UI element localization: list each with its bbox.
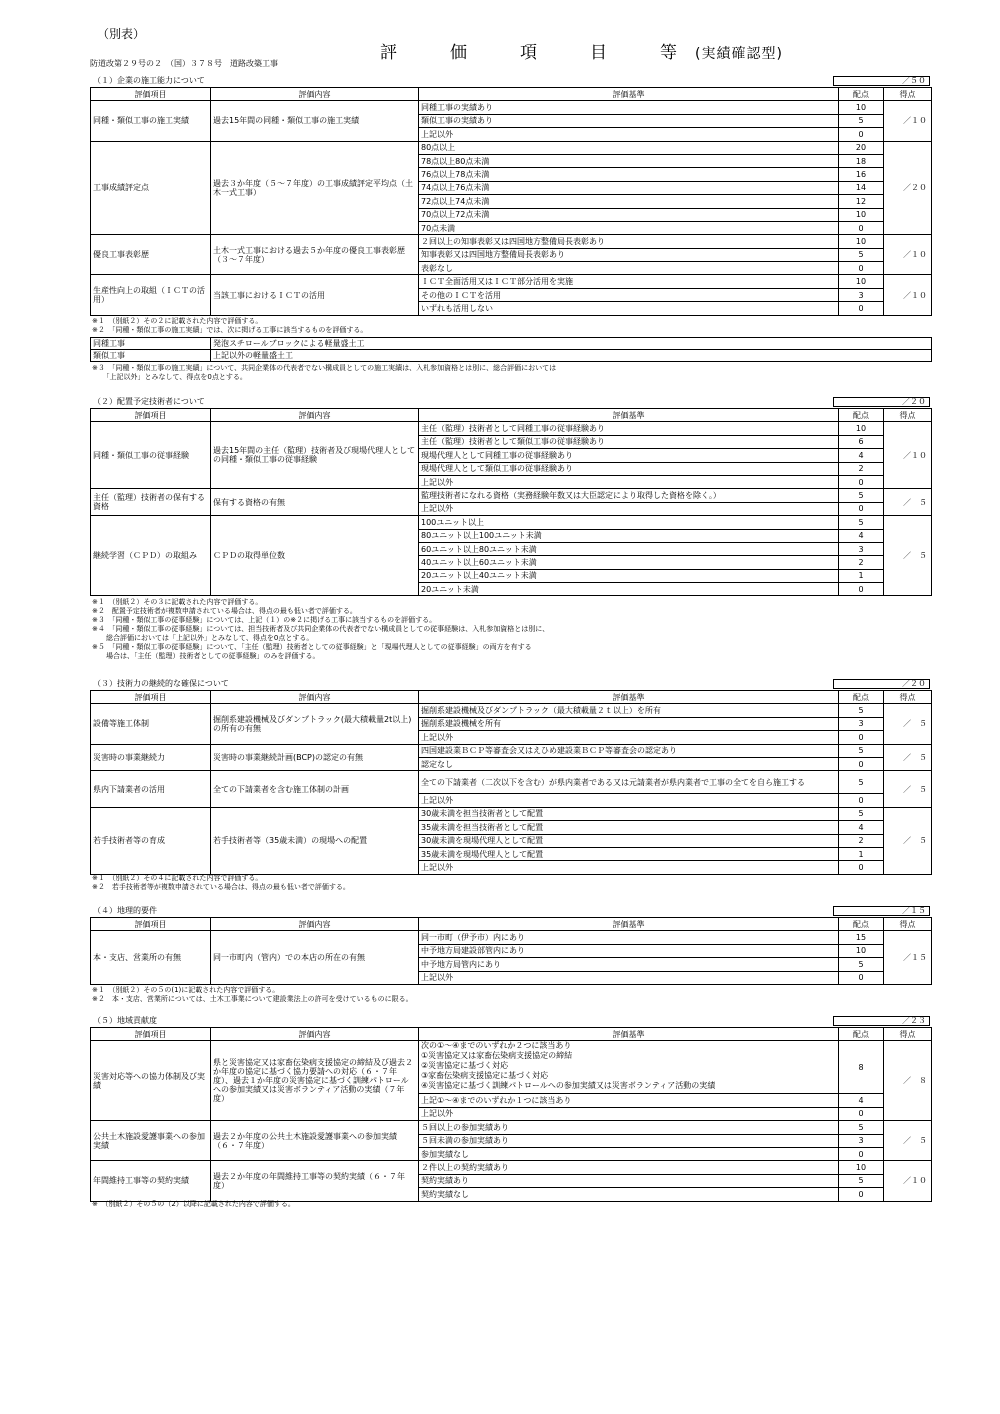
column-header-content: 評価内容 <box>211 918 419 931</box>
work-type-table <box>90 337 932 362</box>
evaluation-content: 過去15年間の主任（監理）技術者及び現場代理人としての同種・類似工事の従事経験 <box>211 422 419 489</box>
evaluation-criterion: 70点未満 <box>419 221 839 234</box>
evaluation-table <box>90 917 932 985</box>
evaluation-item: 継続学習（ＣＰＤ）の取組み <box>91 516 211 596</box>
table-row <box>91 101 932 114</box>
section-total-score: ／５０ <box>833 76 930 86</box>
work-type-label: 同種工事 <box>91 338 211 350</box>
evaluation-criterion: 20ユニット以上40ユニット未満 <box>419 569 839 582</box>
criterion-points: 10 <box>839 1161 884 1174</box>
item-score: ／１０ <box>884 1161 932 1201</box>
criterion-points: 14 <box>839 181 884 194</box>
title-main: 評 価 項 目 等 <box>380 43 695 63</box>
column-header-score: 得点 <box>884 918 932 931</box>
criterion-points: 0 <box>839 861 884 874</box>
table-row <box>91 422 932 435</box>
evaluation-criterion: ＩＣＴ全面活用又はＩＣＴ部分活用を実施 <box>419 275 839 288</box>
evaluation-content: 過去２か年度の年間維持工事等の契約実績（６・７年度） <box>211 1161 419 1201</box>
column-header-item: 評価項目 <box>91 1028 211 1041</box>
criterion-points: 0 <box>839 971 884 984</box>
evaluation-content: 県と災害協定又は家畜伝染病支援協定の締結及び過去２か年度の協定に基づく協力要請への対応（６・７年度）、過去１か年度の災害協定に基づく訓練パトロールへの参加実績又は災害ボランティア活動の実績（７年度） <box>211 1041 419 1121</box>
criterion-points: 2 <box>839 462 884 475</box>
criterion-points: 5 <box>839 489 884 502</box>
evaluation-criterion: ５回未満の参加実績あり <box>419 1134 839 1147</box>
criterion-points: 5 <box>839 704 884 717</box>
evaluation-criterion: 30歳未満を担当技術者として配置 <box>419 807 839 820</box>
section-notes: ※１ （別紙２）その４に記載された内容で評価する。 ※２ 若手技術者等が複数申請されている場合は、得点の最も低い者で評価する。 <box>92 874 350 891</box>
criterion-points: 10 <box>839 101 884 114</box>
item-score: ／ ５ <box>884 771 932 807</box>
section-title: （３）技術力の継続的な確保について <box>93 679 229 688</box>
item-score: ／ ５ <box>884 807 932 874</box>
criterion-points: 18 <box>839 154 884 167</box>
evaluation-criterion: 100ユニット以上 <box>419 516 839 529</box>
item-score: ／ ５ <box>884 704 932 744</box>
column-header-criteria: 評価基準 <box>419 409 839 422</box>
column-header-score: 得点 <box>884 409 932 422</box>
criterion-points: 4 <box>839 1094 884 1107</box>
column-header-score: 得点 <box>884 1028 932 1041</box>
criterion-points: 5 <box>839 1174 884 1187</box>
criterion-points: 0 <box>839 583 884 596</box>
table-row <box>91 704 932 717</box>
item-score: ／１０ <box>884 101 932 141</box>
evaluation-item: 優良工事表彰歴 <box>91 235 211 275</box>
evaluation-content: 若手技術者等（35歳未満）の現場への配置 <box>211 807 419 874</box>
table-row <box>91 1161 932 1174</box>
evaluation-criterion: 上記以外 <box>419 1107 839 1120</box>
evaluation-criterion: 次の①～④までのいずれか２つに該当あり ①災害協定又は家畜伝染病支援協定の締結 ②災害協定に基づく対応 ③家畜伝染病支援協定に基づく対応 ④災害協定に基づく訓練パトロールへの参加実績又は災害ボランティア活動の実績 <box>419 1041 839 1094</box>
column-header-item: 評価項目 <box>91 409 211 422</box>
table-row <box>91 1121 932 1134</box>
evaluation-criterion: 同一市町（伊予市）内にあり <box>419 931 839 944</box>
evaluation-criterion: 上記以外 <box>419 502 839 515</box>
criterion-points: 0 <box>839 128 884 141</box>
evaluation-criterion: 類似工事の実績あり <box>419 114 839 127</box>
evaluation-criterion: 上記以外 <box>419 794 839 807</box>
criterion-points: 2 <box>839 556 884 569</box>
evaluation-content: ＣＰＤの取得単位数 <box>211 516 419 596</box>
evaluation-criterion: 上記以外 <box>419 475 839 488</box>
evaluation-criterion: その他のＩＣＴを活用 <box>419 288 839 301</box>
evaluation-criterion: 74点以上76点未満 <box>419 181 839 194</box>
evaluation-content: 掘削系建設機械及びダンプトラック(最大積載量2t以上)の所有の有無 <box>211 704 419 744</box>
section-total-score: ／２３ <box>833 1016 930 1026</box>
page-title <box>380 38 783 63</box>
evaluation-item: 工事成績評定点 <box>91 141 211 235</box>
section-notes: ※ （別紙２）その５の（2）以降に記載された内容で評価する。 <box>92 1200 295 1208</box>
column-header-score: 得点 <box>884 88 932 101</box>
criterion-points: 5 <box>839 516 884 529</box>
evaluation-criterion: 76点以上78点未満 <box>419 168 839 181</box>
criterion-points: 20 <box>839 141 884 154</box>
section-title: （４）地理的要件 <box>93 906 157 915</box>
table-row <box>91 235 932 248</box>
evaluation-item: 生産性向上の取組（ＩＣＴの活用） <box>91 275 211 315</box>
criterion-points: 15 <box>839 931 884 944</box>
evaluation-item: 災害時の事業継続力 <box>91 744 211 771</box>
table-row <box>91 141 932 154</box>
column-header-item: 評価項目 <box>91 88 211 101</box>
criterion-points: 5 <box>839 248 884 261</box>
criterion-points: 0 <box>839 302 884 315</box>
evaluation-criterion: 35歳未満を担当技術者として配置 <box>419 821 839 834</box>
evaluation-criterion: 同種工事の実績あり <box>419 101 839 114</box>
evaluation-criterion: 現場代理人として類似工事の従事経験あり <box>419 462 839 475</box>
section-notes: ※１ （別紙２）その５の(1)に記載された内容で評価する。 ※２ 本・支店、営業所については、土木工事業について建設業法上の許可を受けているものに限る。 <box>92 986 413 1003</box>
criterion-points: 16 <box>839 168 884 181</box>
evaluation-criterion: 上記以外 <box>419 128 839 141</box>
section-title: （２）配置予定技術者について <box>93 397 205 406</box>
evaluation-criterion: 上記以外 <box>419 971 839 984</box>
table-row <box>91 807 932 820</box>
column-header-criteria: 評価基準 <box>419 1028 839 1041</box>
evaluation-criterion: 掘削系建設機械を所有 <box>419 717 839 730</box>
evaluation-criterion: 80点以上 <box>419 141 839 154</box>
column-header-criteria: 評価基準 <box>419 691 839 704</box>
section-total-score: ／２０ <box>833 679 930 689</box>
evaluation-criterion: 全ての下請業者（二次以下を含む）が県内業者である又は元請業者が県内業者で工事の全てを自ら施工する <box>419 771 839 794</box>
evaluation-criterion: 主任（監理）技術者として同種工事の従事経験あり <box>419 422 839 435</box>
evaluation-criterion: 中予地方局建設部管内にあり <box>419 944 839 957</box>
item-score: ／ ５ <box>884 489 932 516</box>
criterion-points: 5 <box>839 744 884 757</box>
column-header-points: 配点 <box>839 88 884 101</box>
evaluation-table <box>90 87 932 316</box>
evaluation-criterion: 監理技術者になれる資格（実務経験年数又は大臣認定により取得した資格を除く。） <box>419 489 839 502</box>
work-type-description: 上記以外の軽量盛土工 <box>211 350 932 362</box>
evaluation-criterion: 30歳未満を現場代理人として配置 <box>419 834 839 847</box>
evaluation-criterion: 80ユニット以上100ユニット未満 <box>419 529 839 542</box>
evaluation-item: 同種・類似工事の従事経験 <box>91 422 211 489</box>
evaluation-criterion: 契約実績あり <box>419 1174 839 1187</box>
criterion-points: 1 <box>839 569 884 582</box>
evaluation-content: 過去３か年度（５～７年度）の工事成績評定平均点（土木一式工事） <box>211 141 419 235</box>
column-header-content: 評価内容 <box>211 88 419 101</box>
evaluation-table <box>90 690 932 875</box>
evaluation-criterion: ２回以上の知事表彰又は四国地方整備局長表彰あり <box>419 235 839 248</box>
evaluation-criterion: 現場代理人として同種工事の従事経験あり <box>419 449 839 462</box>
evaluation-item: 年間維持工事等の契約実績 <box>91 1161 211 1201</box>
evaluation-criterion: 20ユニット未満 <box>419 583 839 596</box>
criterion-points: 0 <box>839 1188 884 1201</box>
evaluation-criterion: 上記以外 <box>419 731 839 744</box>
evaluation-criterion: 72点以上74点未満 <box>419 195 839 208</box>
item-score: ／ ８ <box>884 1041 932 1121</box>
evaluation-criterion: 上記以外 <box>419 861 839 874</box>
criterion-points: 10 <box>839 275 884 288</box>
evaluation-content: 過去２か年度の公共土木施設愛護事業への参加実績（６・７年度） <box>211 1121 419 1161</box>
evaluation-criterion: ２件以上の契約実績あり <box>419 1161 839 1174</box>
criterion-points: 12 <box>839 195 884 208</box>
evaluation-criterion: 35歳未満を現場代理人として配置 <box>419 847 839 860</box>
evaluation-content: 同一市町内（管内）での本店の所在の有無 <box>211 931 419 985</box>
item-score: ／ ５ <box>884 516 932 596</box>
criterion-points: 2 <box>839 834 884 847</box>
evaluation-item: 主任（監理）技術者の保有する資格 <box>91 489 211 516</box>
criterion-points: 0 <box>839 1147 884 1160</box>
criterion-points: 3 <box>839 717 884 730</box>
item-score: ／１０ <box>884 275 932 315</box>
criterion-points: 0 <box>839 475 884 488</box>
criterion-points: 3 <box>839 542 884 555</box>
evaluation-criterion: 上記①～④までのいずれか１つに該当あり <box>419 1094 839 1107</box>
column-header-item: 評価項目 <box>91 918 211 931</box>
evaluation-criterion: 掘削系建設機械及びダンプトラック（最大積載量２ｔ以上）を所有 <box>419 704 839 717</box>
criterion-points: 10 <box>839 235 884 248</box>
section-notes: ※１ （別紙２）その２に記載された内容で評価する。 ※２ 「同種・類似工事の施工実績」では、次に掲げる工事に該当するものを評価する。 <box>92 317 368 334</box>
criterion-points: 5 <box>839 771 884 794</box>
column-header-item: 評価項目 <box>91 691 211 704</box>
criterion-points: 5 <box>839 114 884 127</box>
criterion-points: 5 <box>839 958 884 971</box>
section-title: （５）地域貢献度 <box>93 1016 157 1025</box>
evaluation-item: 災害対応等への協力体制及び実績 <box>91 1041 211 1121</box>
item-score: ／２０ <box>884 141 932 235</box>
evaluation-criterion: いずれも活用しない <box>419 302 839 315</box>
column-header-criteria: 評価基準 <box>419 88 839 101</box>
section-total-score: ／１５ <box>833 906 930 916</box>
criterion-points: 5 <box>839 807 884 820</box>
project-name: 防道改第２９号の２ （国）３７８号 道路改築工事 <box>90 59 278 68</box>
evaluation-item: 若手技術者等の育成 <box>91 807 211 874</box>
item-score: ／１５ <box>884 931 932 985</box>
criterion-points: 4 <box>839 529 884 542</box>
evaluation-content: 災害時の事業継続計画(BCP)の認定の有無 <box>211 744 419 771</box>
evaluation-criterion: ５回以上の参加実績あり <box>419 1121 839 1134</box>
evaluation-criterion: 40ユニット以上60ユニット未満 <box>419 556 839 569</box>
criterion-points: 10 <box>839 208 884 221</box>
evaluation-criterion: 参加実績なし <box>419 1147 839 1160</box>
criterion-points: 0 <box>839 794 884 807</box>
section-total-score: ／２０ <box>833 397 930 407</box>
title-sub: (実績確認型) <box>695 46 783 62</box>
work-type-label: 類似工事 <box>91 350 211 362</box>
table-row <box>91 516 932 529</box>
evaluation-item: 同種・類似工事の施工実績 <box>91 101 211 141</box>
column-header-points: 配点 <box>839 918 884 931</box>
evaluation-criterion: 78点以上80点未満 <box>419 154 839 167</box>
table-row <box>91 744 932 757</box>
criterion-points: 0 <box>839 731 884 744</box>
criterion-points: 5 <box>839 1121 884 1134</box>
table-row <box>91 275 932 288</box>
criterion-points: 4 <box>839 449 884 462</box>
evaluation-content: 土木一式工事における過去５か年度の優良工事表彰歴（３～７年度） <box>211 235 419 275</box>
criterion-points: 1 <box>839 847 884 860</box>
criterion-points: 4 <box>839 821 884 834</box>
criterion-points: 6 <box>839 435 884 448</box>
column-header-points: 配点 <box>839 691 884 704</box>
criterion-points: 3 <box>839 1134 884 1147</box>
section-notes: ※１ （別紙２）その３に記載された内容で評価する。 ※２ 配置予定技術者が複数申請されている場合は、得点の最も低い者で評価する。 ※３ 「同種・類似工事の従事経験」については、上記（１）の※２に掲げる工事に該当するものを評価する。 ※４ 「同種・類似工事の従事経験」については、担当技術者及び共同企業体の代表者でない構成員としての従事経験は、入札参加資格とは別に、 総合評価においては「上記以外」とみなして、得点を0点とする。 ※５ 「同種・類似工事の従事経験」について、「主任（監理）技術者としての従事経験」と「現場代理人としての従事経験」の両方を有する 場合は、「主任（監理）技術者としての従事経験」のみを評価する。 <box>92 598 550 660</box>
evaluation-criterion: 主任（監理）技術者として類似工事の従事経験あり <box>419 435 839 448</box>
criterion-points: 0 <box>839 757 884 770</box>
evaluation-content: 保有する資格の有無 <box>211 489 419 516</box>
table-row <box>91 1041 932 1094</box>
item-score: ／ ５ <box>884 744 932 771</box>
criterion-points: 0 <box>839 502 884 515</box>
evaluation-item: 県内下請業者の活用 <box>91 771 211 807</box>
evaluation-table <box>90 408 932 596</box>
evaluation-criterion: 60ユニット以上80ユニット未満 <box>419 542 839 555</box>
column-header-criteria: 評価基準 <box>419 918 839 931</box>
criterion-points: 0 <box>839 1107 884 1120</box>
column-header-content: 評価内容 <box>211 409 419 422</box>
criterion-points: 10 <box>839 422 884 435</box>
item-score: ／１０ <box>884 422 932 489</box>
criterion-points: 8 <box>839 1041 884 1094</box>
annex-label: （別表） <box>97 27 146 41</box>
evaluation-content: 全ての下請業者を含む施工体制の計画 <box>211 771 419 807</box>
evaluation-criterion: 知事表彰又は四国地方整備局長表彰あり <box>419 248 839 261</box>
work-type-description: 発泡スチロールブロックによる軽量盛土工 <box>211 338 932 350</box>
evaluation-criterion: 表彰なし <box>419 262 839 275</box>
section-notes-extra: ※３ 「同種・類似工事の施工実績」について、共同企業体の代表者でない構成員としての施工実績は、入札参加資格とは別に、総合評価においては 「上記以外」とみなして、得点を0点とする。 <box>92 364 557 381</box>
column-header-points: 配点 <box>839 1028 884 1041</box>
criterion-points: 0 <box>839 221 884 234</box>
evaluation-item: 公共土木施設愛護事業への参加実績 <box>91 1121 211 1161</box>
evaluation-criterion: 四国建設業ＢＣＰ等審査会又はえひめ建設業ＢＣＰ等審査会の認定あり <box>419 744 839 757</box>
evaluation-criterion: 認定なし <box>419 757 839 770</box>
evaluation-content: 過去15年間の同種・類似工事の施工実績 <box>211 101 419 141</box>
item-score: ／１０ <box>884 235 932 275</box>
criterion-points: 3 <box>839 288 884 301</box>
item-score: ／ ５ <box>884 1121 932 1161</box>
table-row <box>91 771 932 794</box>
criterion-points: 10 <box>839 944 884 957</box>
column-header-score: 得点 <box>884 691 932 704</box>
evaluation-criterion: 契約実績なし <box>419 1188 839 1201</box>
table-row <box>91 931 932 944</box>
section-title: （１）企業の施工能力について <box>93 76 205 85</box>
work-type-row <box>91 350 932 362</box>
column-header-content: 評価内容 <box>211 1028 419 1041</box>
criterion-points: 0 <box>839 262 884 275</box>
column-header-points: 配点 <box>839 409 884 422</box>
table-row <box>91 489 932 502</box>
work-type-row <box>91 338 932 350</box>
evaluation-item: 設備等施工体制 <box>91 704 211 744</box>
evaluation-item: 本・支店、営業所の有無 <box>91 931 211 985</box>
evaluation-content: 当該工事におけるＩＣＴの活用 <box>211 275 419 315</box>
evaluation-criterion: 70点以上72点未満 <box>419 208 839 221</box>
evaluation-criterion: 中予地方局管内にあり <box>419 958 839 971</box>
evaluation-table <box>90 1027 932 1202</box>
column-header-content: 評価内容 <box>211 691 419 704</box>
